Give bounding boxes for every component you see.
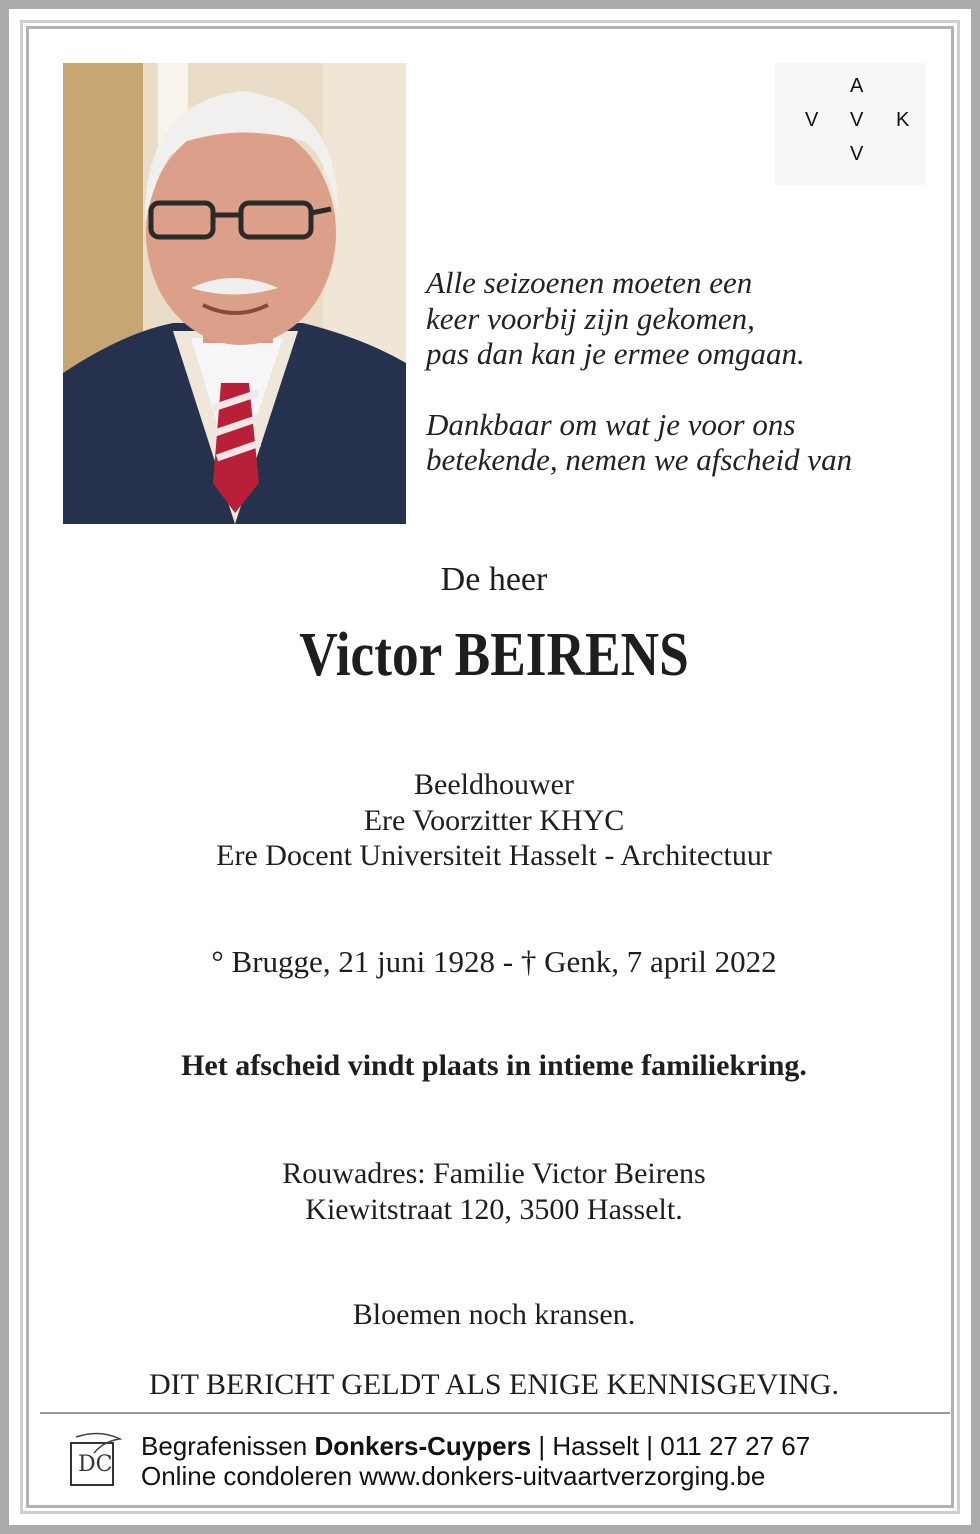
portrait-illustration (63, 63, 406, 524)
funeral-home-logo-icon (70, 1431, 122, 1488)
deceased-name: Victor BEIRENS (299, 621, 689, 689)
symbol-bottom-letter: V (850, 143, 864, 165)
footer-location-phone: | Hasselt | 011 27 27 67 (531, 1431, 811, 1461)
farewell-notice: Het afscheid vindt plaats in intieme familiekring. (181, 1049, 807, 1082)
sole-notice: DIT BERICHT GELDT ALS ENIGE KENNISGEVING. (149, 1368, 839, 1401)
role-line: Ere Docent Universiteit Hasselt - Architectuur (216, 839, 772, 872)
symbol-top-letter: A (850, 75, 864, 97)
online-condolence-line: Online condoleren www.donkers-uitvaartverzorging.be (141, 1461, 766, 1491)
symbol-left-letter: V (805, 109, 819, 131)
funeral-home-footer (141, 1431, 810, 1491)
mourning-address (13, 1156, 975, 1228)
address-line: Rouwadres: Familie Victor Beirens (282, 1157, 706, 1190)
birth-death-dates: ° Brugge, 21 juni 1928 - † Genk, 7 april 2022 (211, 944, 777, 979)
poem-line: Dankbaar om wat je voor ons (426, 406, 796, 442)
salutation: De heer (440, 561, 548, 598)
portrait-photo (63, 63, 406, 524)
funeral-home-contact-line (141, 1431, 810, 1461)
symbol-middle-letter: V (850, 109, 864, 131)
poem-line: pas dan kan je ermee omgaan. (426, 336, 805, 371)
initials-cross-symbol (775, 63, 925, 185)
poem-line: betekende, nemen we afscheid van (426, 442, 853, 477)
deceased-roles (13, 767, 975, 874)
address-line: Kiewitstraat 120, 3500 Hasselt. (305, 1193, 683, 1226)
poem-line: keer voorbij zijn gekomen, (426, 300, 755, 336)
footer-divider (40, 1412, 950, 1414)
logo-letters: DC (78, 1452, 113, 1477)
footer-prefix: Begrafenissen (141, 1431, 315, 1461)
role-line: Ere Voorzitter KHYC (363, 803, 625, 837)
symbol-right-letter: K (896, 109, 910, 131)
funeral-home-name: Donkers-Cuypers (314, 1431, 532, 1461)
obituary-card (9, 9, 971, 1525)
flowers-notice: Bloemen noch kransen. (352, 1298, 636, 1331)
poem-line: Alle seizoenen moeten een (426, 265, 753, 300)
poem (426, 265, 946, 478)
role-line: Beeldhouwer (414, 768, 574, 801)
